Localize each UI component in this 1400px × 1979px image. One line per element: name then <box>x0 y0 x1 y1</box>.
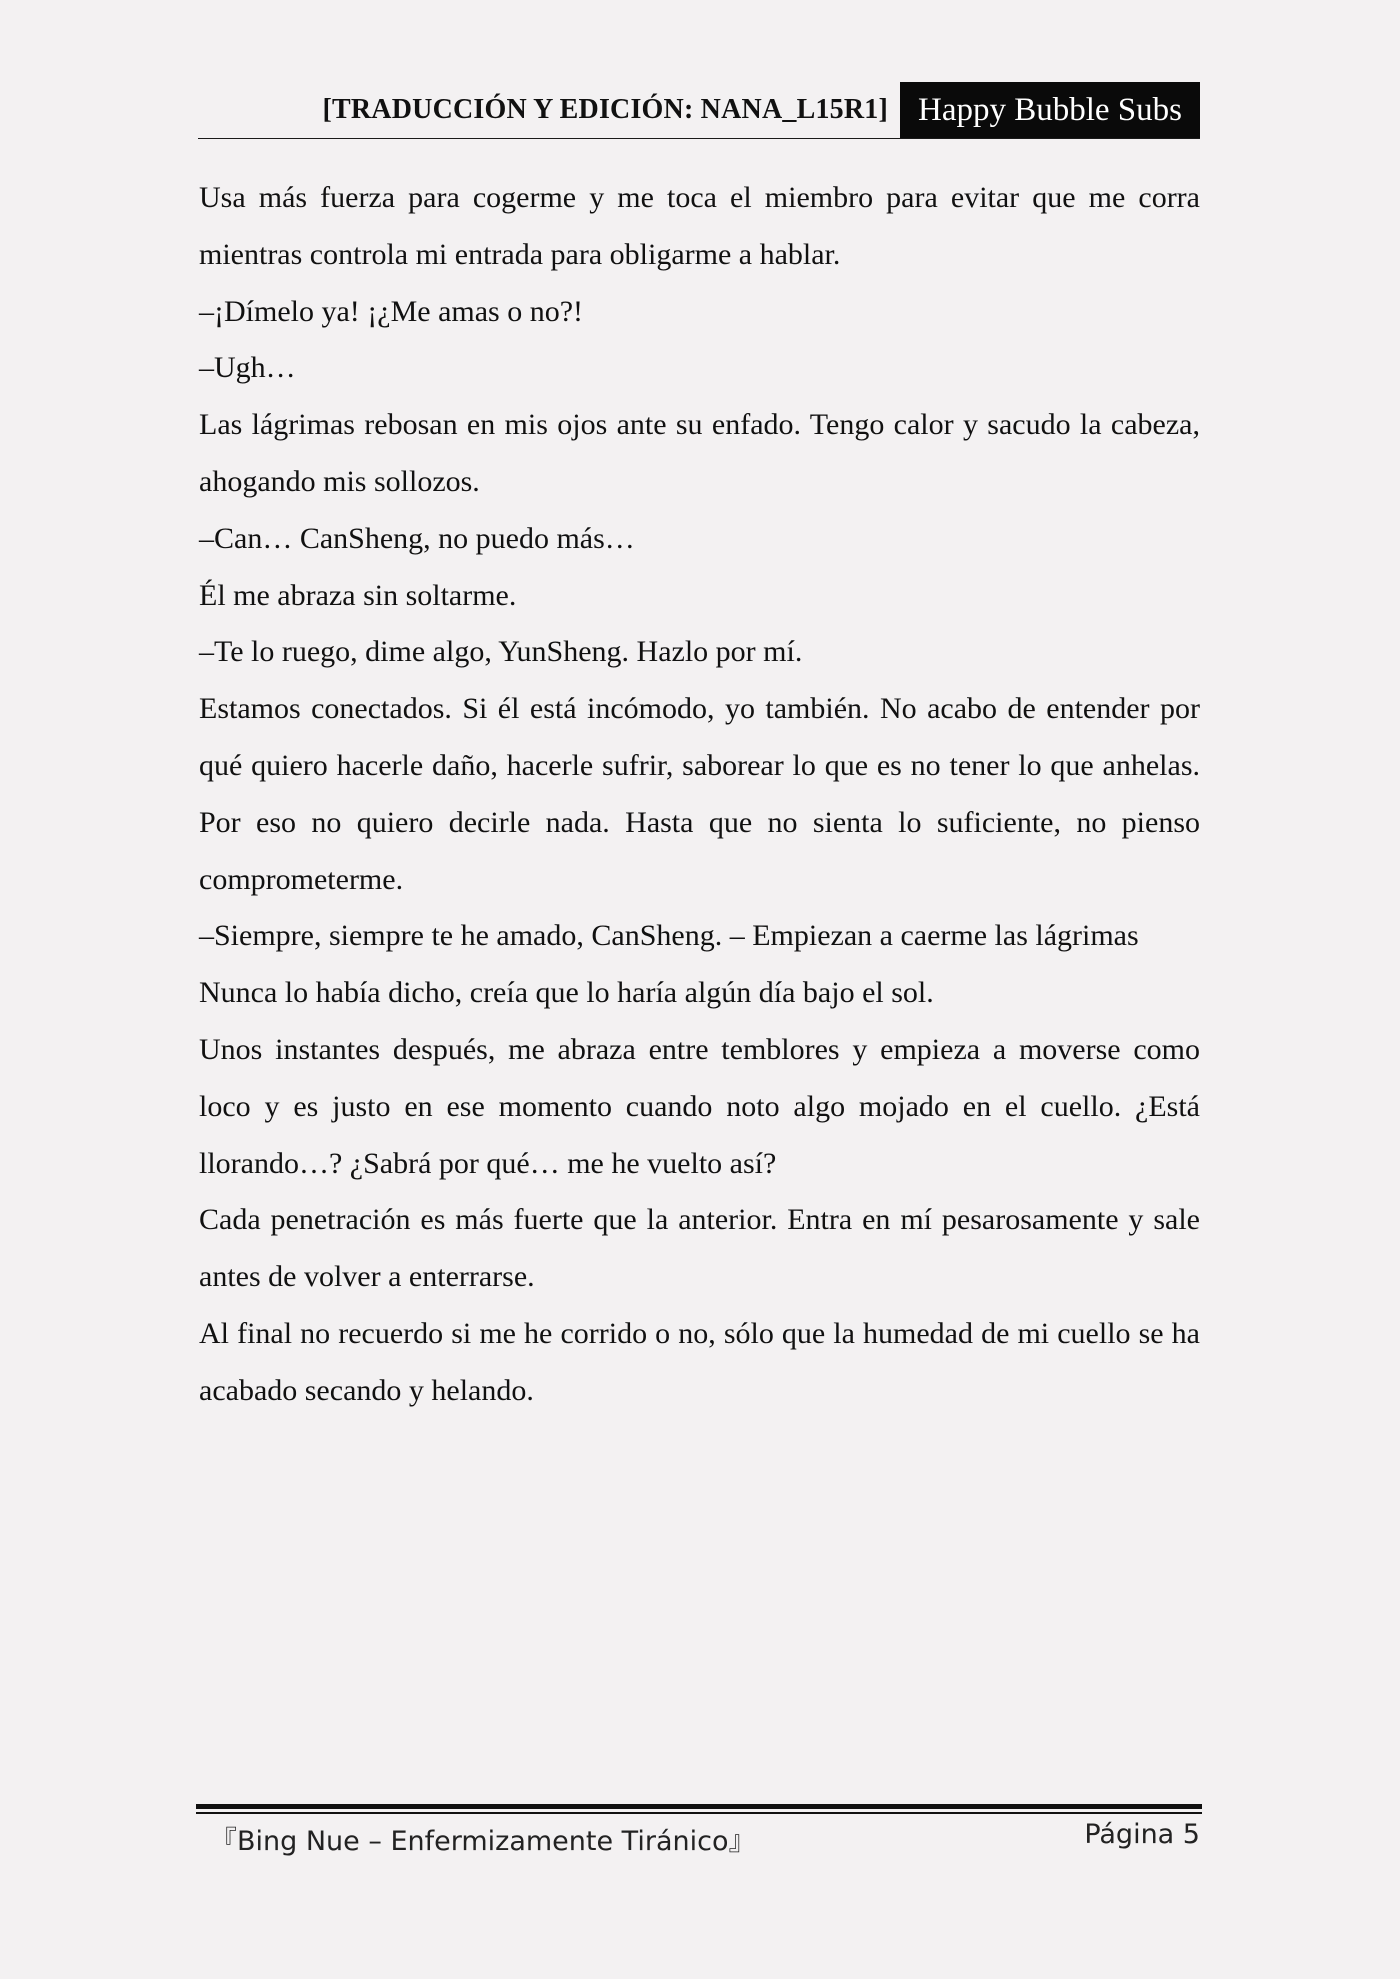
translation-credit: [TRADUCCIÓN Y EDICIÓN: NANA_L15R1] <box>322 94 888 125</box>
brand-label: Happy Bubble Subs <box>900 82 1200 138</box>
footer-divider-thin <box>196 1812 1202 1814</box>
paragraph: Unos instantes después, me abraza entre temblores y empieza a moverse como loco y es justo en ese momento cuando noto algo mojado en el cuello. ¿Está llorando…? ¿Sabrá por qué… me he vuelto así? <box>199 1032 1200 1180</box>
paragraph: –Te lo ruego, dime algo, YunSheng. Hazlo por mí. <box>199 635 803 669</box>
paragraph: Usa más fuerza para cogerme y me toca el miembro para evitar que me corra mientras controla mi entrada para obligarme a hablar. <box>199 181 1200 271</box>
paragraph: Al final no recuerdo si me he corrido o no, sólo que la humedad de mi cuello se ha acabado secando y helando. <box>199 1316 1200 1407</box>
paragraph: –¡Dímelo ya! ¡¿Me amas o no?! <box>199 294 584 328</box>
page-body <box>199 170 1200 1420</box>
paragraph: Nunca lo había dicho, creía que lo haría algún día bajo el sol. <box>199 976 934 1010</box>
paragraph: Estamos conectados. Si él está incómodo, yo también. No acabo de entender por qué quiero hacerle daño, hacerle sufrir, saborear lo que es no tener lo que anhelas. Por eso no quiero decirle nada. Hasta que no sienta lo suficiente, no pienso comprometerme. <box>199 692 1200 896</box>
paragraph: Él me abraza sin soltarme. <box>199 578 517 612</box>
paragraph: Las lágrimas rebosan en mis ojos ante su enfado. Tengo calor y sacudo la cabeza, ahogando mis sollozos. <box>199 408 1200 498</box>
paragraph: Cada penetración es más fuerte que la anterior. Entra en mí pesarosamente y sale antes de volver a enterrarse. <box>199 1203 1200 1294</box>
paragraph: –Ugh… <box>199 351 296 385</box>
footer-book-title: 『Bing Nue – Enfermizamente Tiránico』 <box>210 1826 756 1857</box>
footer-divider-thick <box>196 1804 1202 1809</box>
page-number: Página 5 <box>1084 1819 1200 1850</box>
paragraph: –Siempre, siempre te he amado, CanSheng. – Empiezan a caerme las lágrimas <box>199 919 1139 953</box>
paragraph: –Can… CanSheng, no puedo más… <box>199 521 635 555</box>
page-header <box>198 82 1200 139</box>
